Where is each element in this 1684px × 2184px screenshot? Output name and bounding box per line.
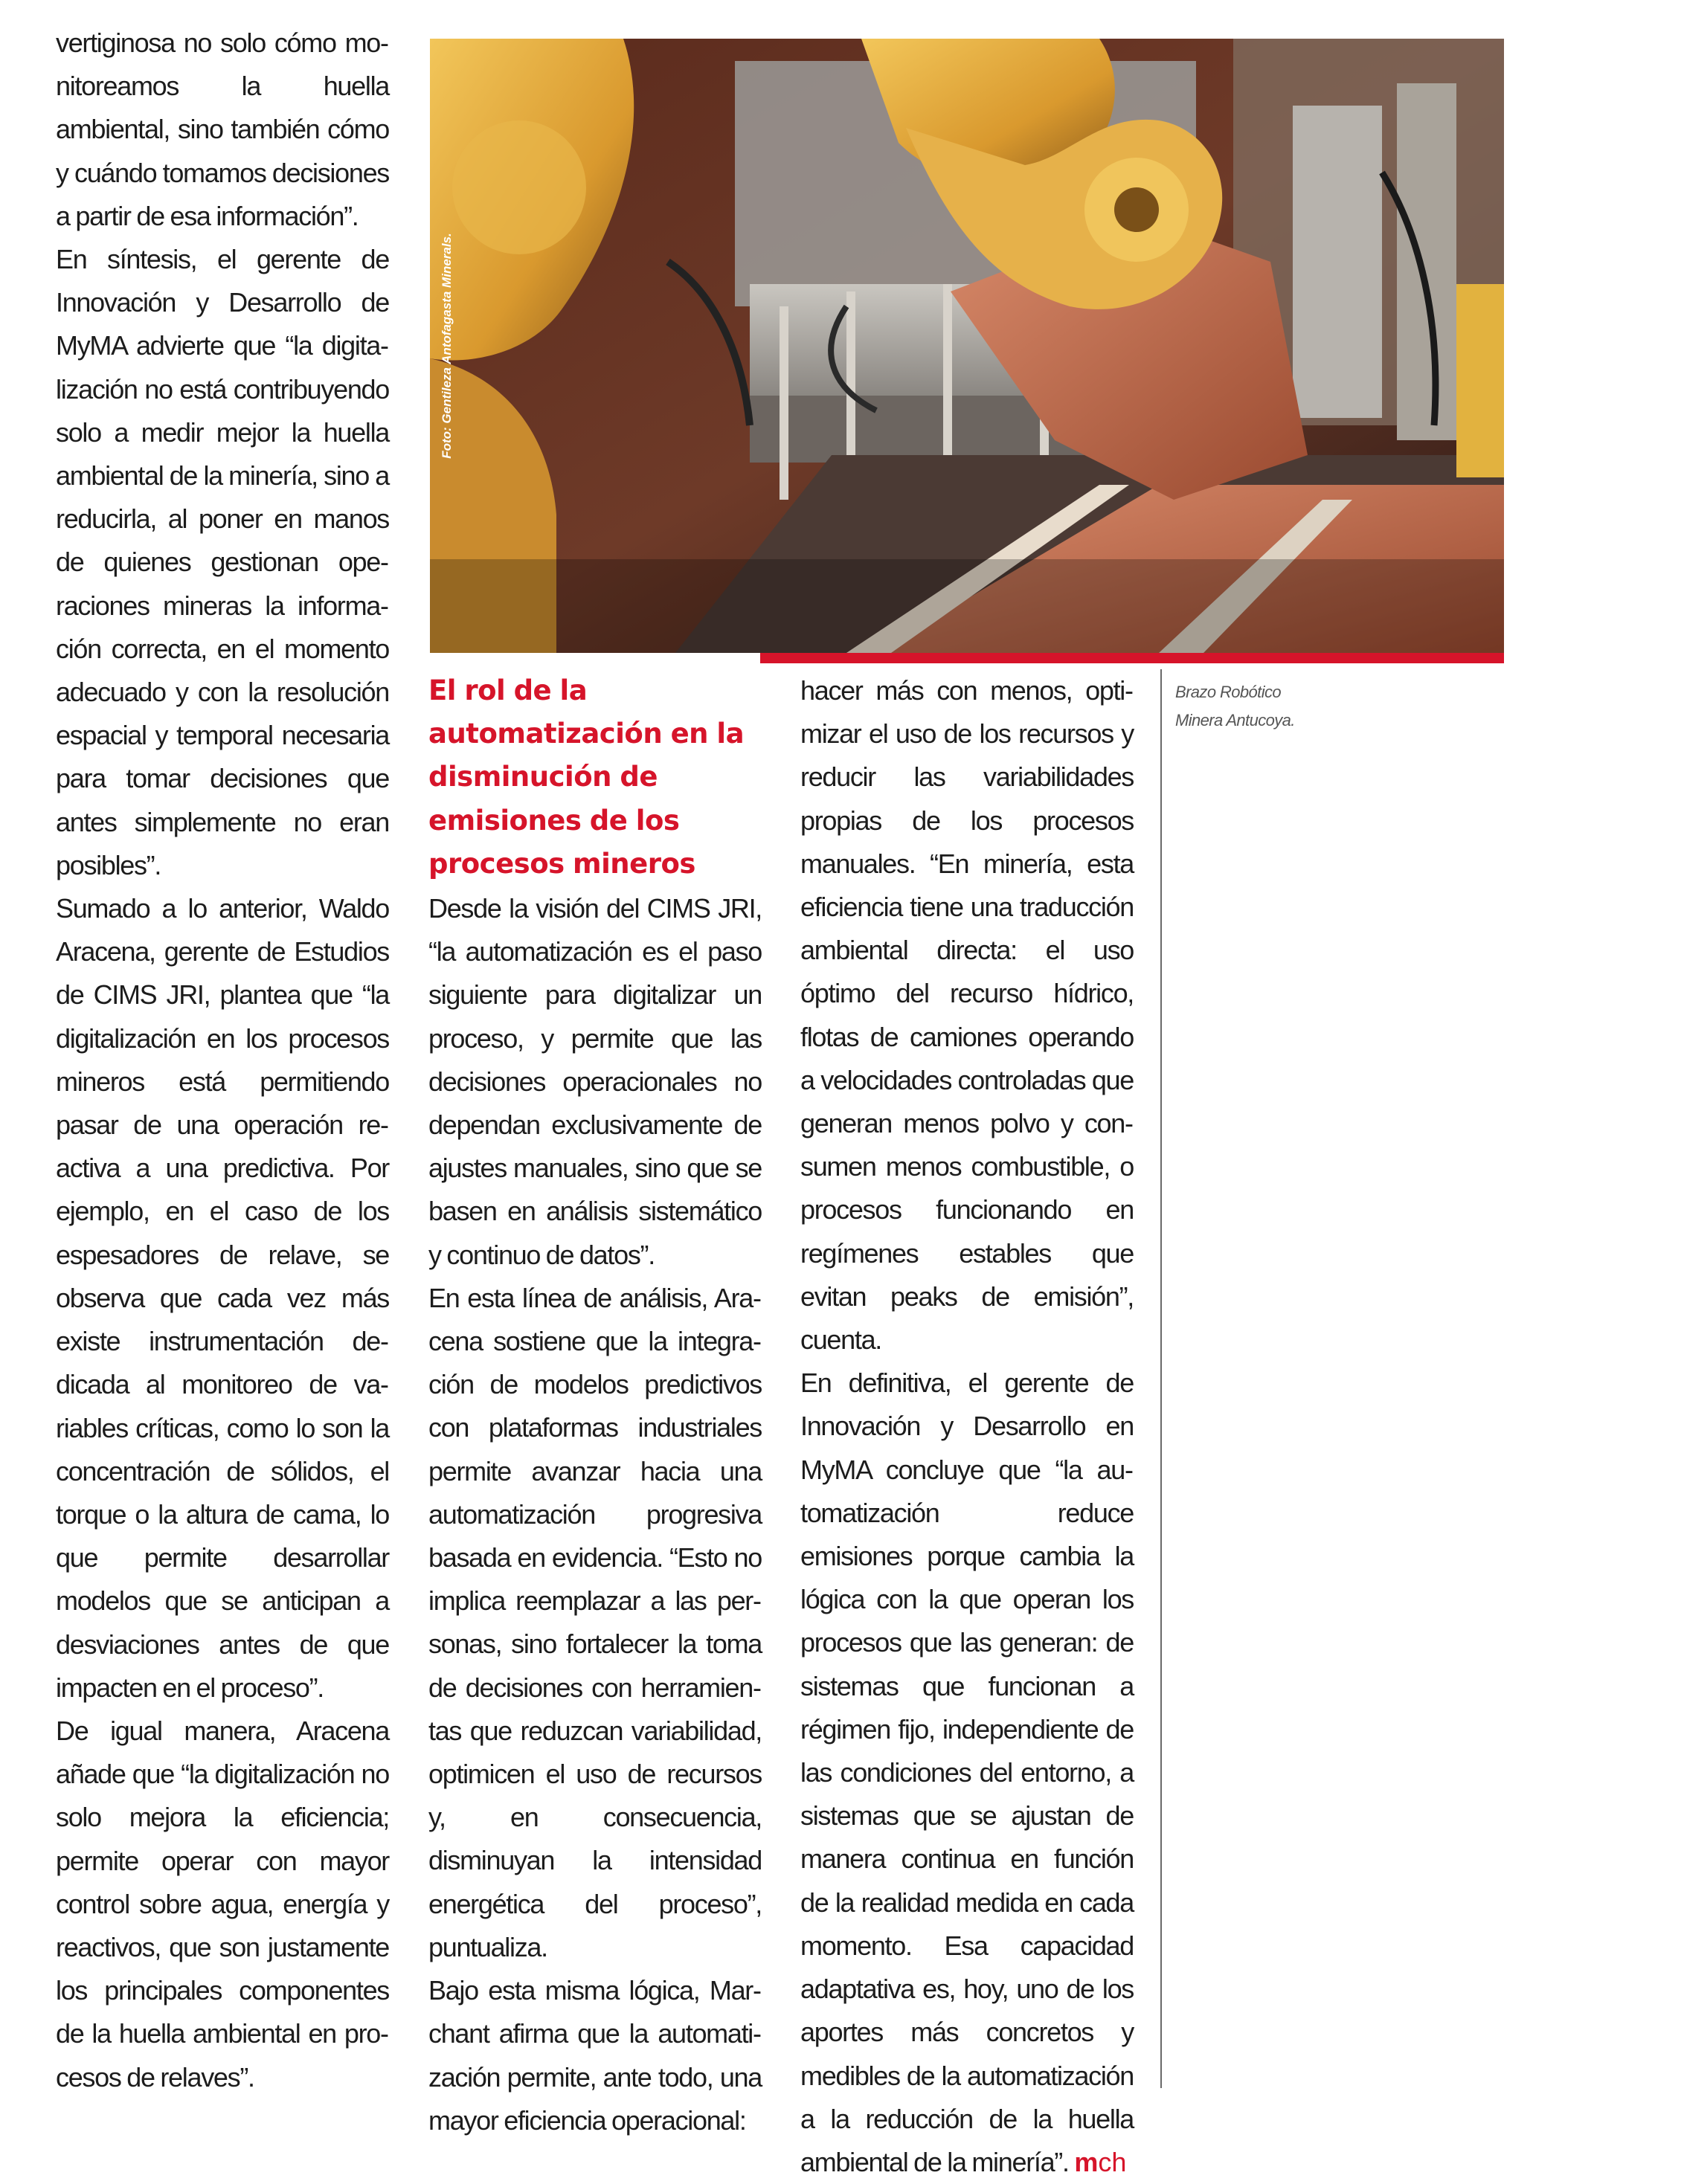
caption-divider (1160, 669, 1162, 2088)
paragraph: En síntesis, el gerente de Innovación y Desarrollo de MyMA advierte que “la digitalización no está contribuyendo solo a medir mejor la huella ambiental de la minería, sino a reducirla, al poner en manos de quienes gestionan operaciones mineras la información correcta, en el momento adecuado y con la resolución espacial y temporal necesaria para tomar decisiones que antes simplemente no eran posibles”. (56, 244, 389, 880)
photo-caption (1175, 678, 1398, 735)
paragraph: vertiginosa no solo cómo monitoreamos la huella ambiental, sino también cómo y cuándo tomamos decisiones a partir de esa información”. (56, 28, 389, 231)
paragraph (800, 1362, 1134, 2184)
photo-credit: Foto: Gentileza Antofagasta Minerals. (440, 233, 454, 459)
article-column-3 (800, 669, 1134, 2184)
photo-accent-bar (760, 653, 1504, 663)
photo-illustration (430, 39, 1504, 653)
paragraph: En esta línea de análisis, Aracena sostiene que la integración de modelos predictivos con plataformas industriales permite avanzar hacia una automatización progresiva basada en evidencia. “Esto no implica reemplazar a las personas, sino fortalecer la toma de decisiones con herramientas que reduzcan variabilidad, optimicen el uso de recursos y, en consecuencia, disminuyan la intensidad energética del proceso”, puntualiza. (428, 1282, 762, 1962)
caption-line: Minera Antucoya. (1175, 711, 1295, 729)
article-column-1 (56, 22, 389, 2099)
paragraph: Desde la visión del CIMS JRI, “la automatización es el paso siguiente para digitalizar un proceso, y permite que las decisiones operacionales no dependan exclusivamente de ajustes manuales, sino que se basen en análisis sistemático y continuo de datos”. (428, 893, 762, 1270)
caption-line: Brazo Robótico (1175, 683, 1282, 701)
mch-signoff-logo: mch (1074, 2146, 1127, 2177)
robotic-arm-photo (430, 39, 1504, 653)
paragraph: De igual manera, Aracena añade que “la digitalización no solo mejora la eficiencia; permite operar con mayor control sobre agua, energía y reactivos, que son justamente los principales componentes de la huella ambiental en procesos de relaves”. (56, 1715, 389, 2093)
section-heading: El rol de la automatización en la disminución de emisiones de los procesos mineros (428, 674, 745, 880)
paragraph: Sumado a lo anterior, Waldo Aracena, gerente de Estudios de CIMS JRI, plantea que “la digitalización en los procesos mineros está permitiendo pasar de una operación reactiva a una predictiva. Por ejemplo, en el caso de los espesadores de relave, se observa que cada vez más existe instrumentación dedicada al monitoreo de variables críticas, como lo son la concentración de sólidos, el torque o la altura de cama, lo que permite desarrollar modelos que se anticipan a desviaciones antes de que impacten en el proceso”. (56, 893, 389, 1703)
article-column-2 (428, 669, 762, 2142)
paragraph: hacer más con menos, optimizar el uso de los recursos y reducir las variabilidades propias de los procesos manuales. “En minería, esta eficiencia tiene una traducción ambiental directa: el uso óptimo del recurso hídrico, flotas de camiones operando a velocidades controladas que generan menos polvo y consumen menos combustible, o procesos funcionando en regímenes estables que evitan peaks de emisión”, cuenta. (800, 675, 1134, 1356)
paragraph-text: En definitiva, el gerente de Innovación y Desarrollo en MyMA concluye que “la automatización reduce emisiones porque cambia la lógica con la que operan los procesos que las generan: de sistemas que funcionan a régimen fijo, independiente de las condiciones del entorno, a sistemas que se ajustan de manera continua en función de la realidad medida en cada momento. Esa capacidad adaptativa es, hoy, uno de los aportes más concretos y medibles de la automatización a la reducción de la huella ambiental de la minería”. (800, 1368, 1134, 2177)
paragraph: Bajo esta misma lógica, Marchant afirma que la automatización permite, ante todo, una mayor eficiencia operacional: (428, 1975, 762, 2136)
